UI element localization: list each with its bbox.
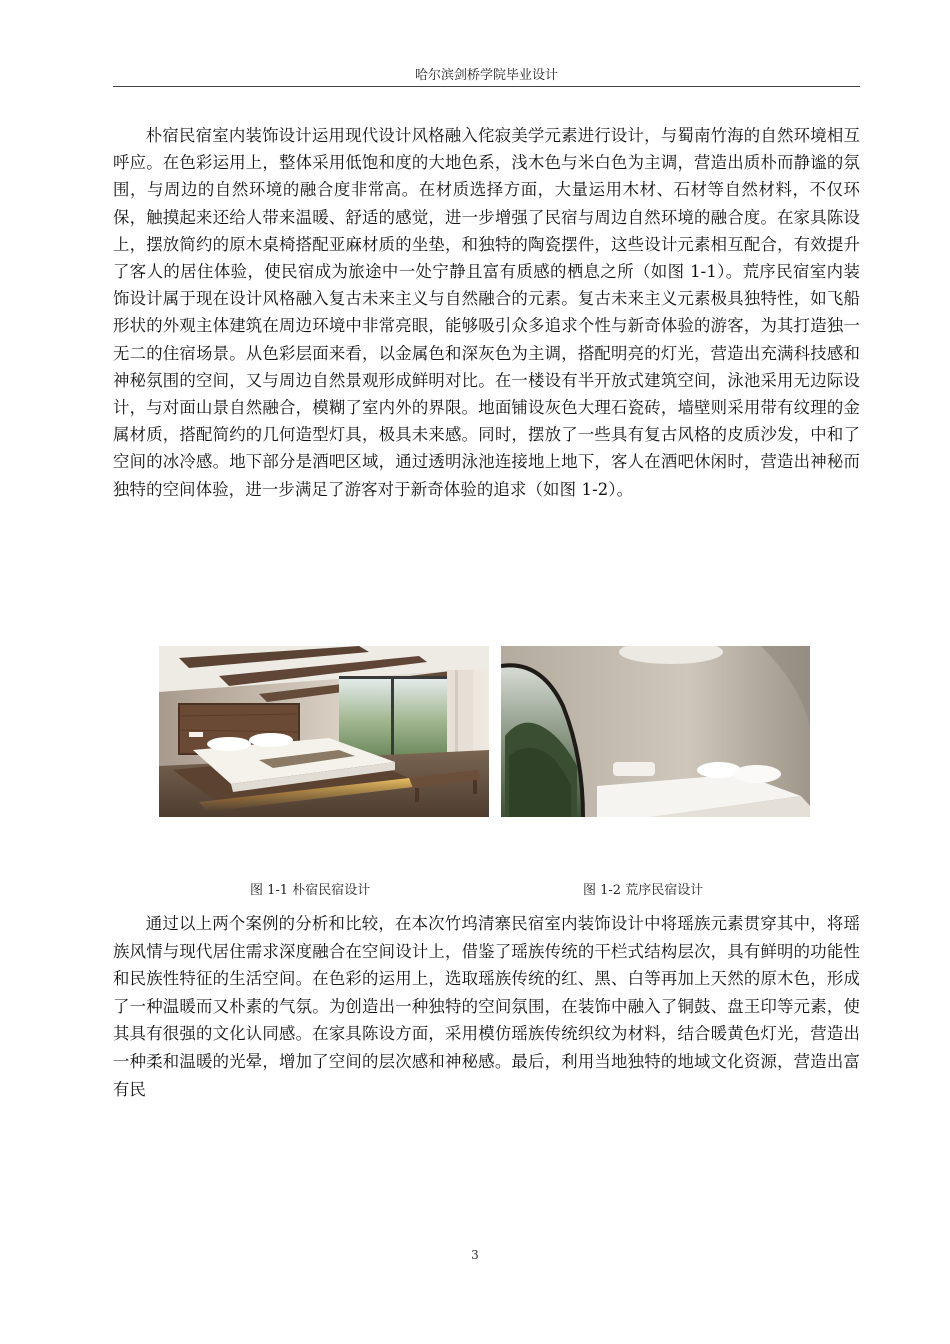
figure-1-2-caption: 图 1-2 荒序民宿设计 <box>583 883 704 898</box>
body-paragraph-1: 朴宿民宿室内装饰设计运用现代设计风格融入侘寂美学元素进行设计，与蜀南竹海的自然环境相互呼应。在色彩运用上，整体采用低饱和度的大地色系，浅木色与米白色为主调，营造出质朴而静谧的氛围，与周边的自然环境的融合度非常高。在材质选择方面，大量运用木材、石材等自然材料，不仅环保，触摸起来还给人带来温暖、舒适的感觉，进一步增强了民宿与周边自然环境的融合度。在家具陈设上，摆放简约的原木桌椅搭配亚麻材质的坐垫，和独特的陶瓷摆件，这些设计元素相互配合，有效提升了客人的居住体验，使民宿成为旅途中一处宁静且富有质感的栖息之所（如图 1-1）。荒序民宿室内装饰设计属于现在设计风格融入复古未来主义与自然融合的元素。复古未来主义元素极具独特性，如飞船形状的外观主体建筑在周边环境中非常亮眼，能够吸引众多追求个性与新奇体验的游客，为其打造独一无二的住宿场景。从色彩层面来看，以金属色和深灰色为主调，搭配明亮的灯光，营造出充满科技感和神秘氛围的空间，又与周边自然景观形成鲜明对比。在一楼设有半开放式建筑空间，泳池采用无边际设计，与对面山景自然融合，模糊了室内外的界限。地面铺设灰色大理石瓷砖，墙壁则采用带有纹理的金属材质，搭配简约的几何造型灯具，极具未来感。同时，摆放了一些具有复古风格的皮质沙发，中和了空间的冰冷感。地下部分是酒吧区域，通过透明泳池连接地上地下，客人在酒吧休闲时，营造出神秘而独特的空间体验，进一步满足了游客对于新奇体验的追求（如图 1-2）。 <box>113 126 860 499</box>
figure-1-1-photo <box>159 646 489 817</box>
arch-window-bedroom-photo-icon <box>501 646 810 817</box>
body-paragraph-2: 通过以上两个案例的分析和比较，在本次竹坞清寨民宿室内装饰设计中将瑶族元素贯穿其中，将瑶族风情与现代居住需求深度融合在空间设计上，借鉴了瑶族传统的干栏式结构层次，具有鲜明的功能性和民族性特征的生活空间。在色彩的运用上，选取瑶族传统的红、黑、白等再加上天然的原木色，形成了一种温暖而又朴素的气氛。为创造出一种独特的空间氛围，在装饰中融入了铜鼓、盘王印等元素，使其具有很强的文化认同感。在家具陈设方面，采用模仿瑶族传统织纹为材料，结合暖黄色灯光，营造出一种柔和温暖的光晕，增加了空间的层次感和神秘感。最后，利用当地独特的地域文化资源，营造出富有民 <box>113 914 860 1099</box>
wood-bedroom-photo-icon <box>159 646 489 817</box>
header-divider <box>113 86 860 87</box>
figure-1-2-photo <box>501 646 810 817</box>
figure-1-1-caption: 图 1-1 朴宿民宿设计 <box>250 883 371 898</box>
page-header-title: 哈尔滨剑桥学院毕业设计 <box>414 68 558 83</box>
page-number: 3 <box>471 1248 479 1262</box>
